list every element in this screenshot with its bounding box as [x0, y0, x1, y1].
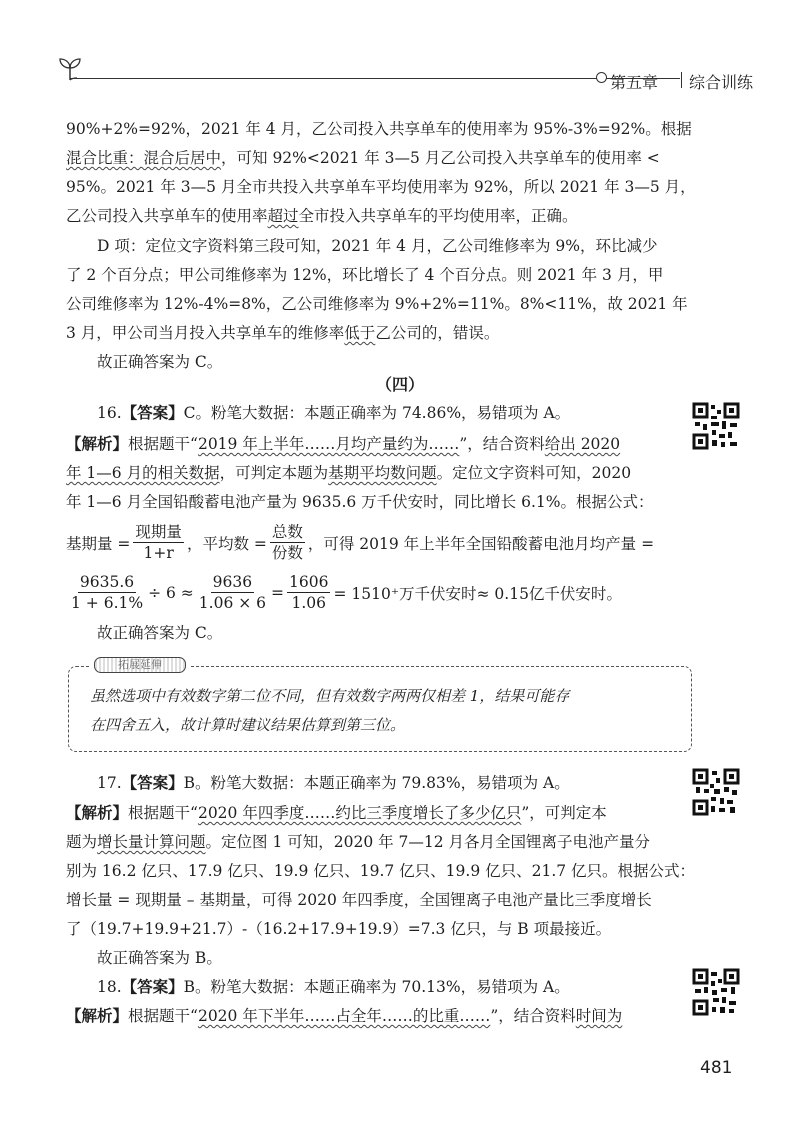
tip-text: 在四舍五入，故计算时建议结果估算到第三位。	[90, 716, 406, 734]
text-span: 3 月，甲公司当月投入共享单车的维修率	[66, 324, 345, 342]
fraction-denominator: 1 + 6.1%	[71, 594, 144, 612]
text-span: ”，结合资料	[459, 435, 545, 453]
q17-answer	[97, 772, 570, 794]
tip-text: 虽然选项中有效数字第二位不同，但有效数字两两仅相差 1，结果可能存	[90, 687, 570, 705]
section-title: （四）	[375, 375, 424, 394]
text-line	[66, 322, 499, 344]
header-separator	[681, 72, 682, 88]
text-line: 了 2 个百分点；甲公司维修率为 12%，环比增长了 4 个百分点。则 2021 年 3 月，甲	[66, 266, 664, 284]
q18-answer	[97, 976, 570, 998]
text-line: 公司维修率为 12%-4%=8%，乙公司维修率为 9%+2%=11%。8%<11%，故 2021 年	[66, 295, 688, 313]
text-span: 题为	[66, 833, 98, 851]
chapter-label: 第五章	[610, 73, 659, 92]
q17-analysis-line: 别为 16.2 亿只、17.9 亿只、19.9 亿只、19.7 亿只、19.9 亿只、21.7 亿只。根据公式：	[66, 862, 696, 880]
fraction-numerator: 9635.6	[79, 573, 135, 591]
text-line: D 项：定位文字资料第三段可知，2021 年 4 月，乙公司维修率为 9%，环比减少	[97, 237, 658, 255]
answer-line: 故正确答案为 C。	[97, 624, 223, 642]
underlined-phrase: 基期平均数问题	[328, 464, 437, 482]
underlined-phrase: 时间为	[575, 1007, 623, 1025]
fraction-numerator: 现期量	[135, 523, 182, 541]
underlined-phrase: 低于	[344, 324, 376, 342]
fraction	[197, 572, 268, 613]
underlined-phrase: 增长量计算问题	[97, 833, 206, 851]
text-span: 根据题干“	[128, 435, 198, 453]
text-span: 乙公司投入共享单车的使用率	[66, 207, 268, 225]
text-span: 。定位文字资料可知，2020	[436, 464, 632, 482]
qr-code-icon[interactable]	[692, 402, 740, 450]
fraction	[270, 522, 305, 563]
underlined-phrase: 2020 年四季度……约比三季度增长了多少亿只	[197, 804, 522, 822]
answer-line: 故正确答案为 B。	[97, 949, 222, 967]
fraction	[69, 572, 145, 613]
formula-text: ，平均数 =	[186, 534, 267, 553]
analysis-label: 【解析】	[66, 435, 129, 453]
text-line: 95%。2021 年 3—5 月全市共投入共享单车平均使用率为 92%，所以 2021 年 3—5 月，	[66, 178, 696, 196]
q18-analysis-line	[66, 1005, 622, 1027]
page-number: 481	[700, 1058, 733, 1078]
answer-label: 【答案】	[121, 978, 184, 996]
formula-text: =	[271, 583, 285, 602]
answer-label: 【答案】	[121, 404, 184, 422]
fraction-denominator: 1.06 × 6	[198, 594, 267, 612]
text-span: 全市投入共享单车的平均使用率，正确。	[298, 207, 578, 225]
answer-label: 【答案】	[121, 774, 184, 792]
underlined-phrase: 2020 年下半年……占全年……的比重……	[197, 1007, 491, 1025]
text-span: ，可知 92%<2021 年 3—5 月乙公司投入共享单车的使用率 <	[221, 149, 660, 167]
fraction-denominator: 份数	[271, 544, 303, 562]
answer-text: B。粉笔大数据：本题正确率为 79.83%，易错项为 A。	[183, 774, 570, 792]
tip-label-badge: 拓展延伸	[94, 657, 186, 673]
underlined-phrase: 年 1—6 月的相关数据	[66, 464, 220, 482]
tip-label	[90, 655, 190, 673]
text-span: 根据题干“	[128, 1007, 198, 1025]
question-number: 18.	[97, 978, 122, 996]
fraction	[133, 522, 184, 563]
text-span: ”，可判定本	[521, 804, 607, 822]
text-span: ”，结合资料	[490, 1007, 576, 1025]
formula-text: = 1510⁺万千伏安时≈ 0.15亿千伏安时。	[333, 584, 622, 603]
text-span: 。定位图 1 可知，2020 年 7—12 月各月全国锂离子电池产量分	[205, 833, 651, 851]
text-line	[66, 205, 578, 227]
answer-line: 故正确答案为 C。	[97, 353, 223, 371]
q16-analysis-line	[66, 433, 620, 455]
qr-code-icon[interactable]	[692, 968, 740, 1016]
q17-analysis-line	[66, 802, 607, 824]
formula-text: ÷ 6 ≈	[148, 583, 194, 602]
underlined-phrase: 超过	[267, 207, 299, 225]
formula-text: 基期量 =	[66, 534, 131, 553]
fraction-numerator: 1606	[289, 573, 329, 591]
formula-text: ，可得 2019 年上半年全国铅酸蓄电池月均产量 =	[307, 534, 655, 553]
q17-analysis-line: 了（19.7+19.9+21.7）-（16.2+17.9+19.9）=7.3 亿只，与 B 项最接近。	[66, 920, 612, 938]
fraction-numerator: 9636	[212, 573, 253, 591]
question-number: 16.	[97, 404, 122, 422]
section-label: 综合训练	[689, 73, 754, 92]
analysis-label: 【解析】	[66, 1007, 129, 1025]
q16-analysis-line: 年 1—6 月全国铅酸蓄电池产量为 9635.6 万千伏安时，同比增长 6.1%。根据公式：	[66, 493, 654, 511]
question-number: 17.	[97, 774, 122, 792]
answer-text: C。粉笔大数据：本题正确率为 74.86%，易错项为 A。	[183, 404, 571, 422]
q17-analysis-line: 增长量 = 现期量 – 基期量，可得 2020 年四季度，全国锂离子电池产量比三季度增长	[66, 891, 652, 909]
q17-analysis-line	[66, 831, 650, 853]
answer-text: B。粉笔大数据：本题正确率为 70.13%，易错项为 A。	[183, 978, 570, 996]
underlined-phrase: 2019 年上半年……月均产量约为……	[197, 435, 460, 453]
fraction-denominator: 1+r	[143, 544, 174, 562]
q16-answer	[97, 402, 570, 424]
header-rule	[70, 78, 680, 79]
text-line: 90%+2%=92%，2021 年 4 月，乙公司投入共享单车的使用率为 95%-3%=92%。根据	[66, 120, 692, 138]
underlined-phrase: 混合比重：混合后居中	[66, 149, 222, 167]
fraction	[287, 572, 330, 613]
analysis-label: 【解析】	[66, 804, 129, 822]
formula-line	[66, 572, 622, 613]
header-rule-dot	[596, 72, 607, 83]
text-span: 乙公司的，错误。	[375, 324, 500, 342]
qr-code-icon[interactable]	[692, 768, 740, 816]
q16-analysis-line	[66, 462, 631, 484]
text-span: 根据题干“	[128, 804, 198, 822]
text-line	[66, 147, 660, 169]
fraction-numerator: 总数	[271, 523, 303, 541]
formula-line	[66, 522, 654, 563]
text-span: ，可判定本题为	[219, 464, 329, 482]
underlined-phrase: 给出 2020	[544, 435, 621, 453]
tip-box	[68, 666, 692, 752]
fraction-denominator: 1.06	[291, 594, 326, 612]
